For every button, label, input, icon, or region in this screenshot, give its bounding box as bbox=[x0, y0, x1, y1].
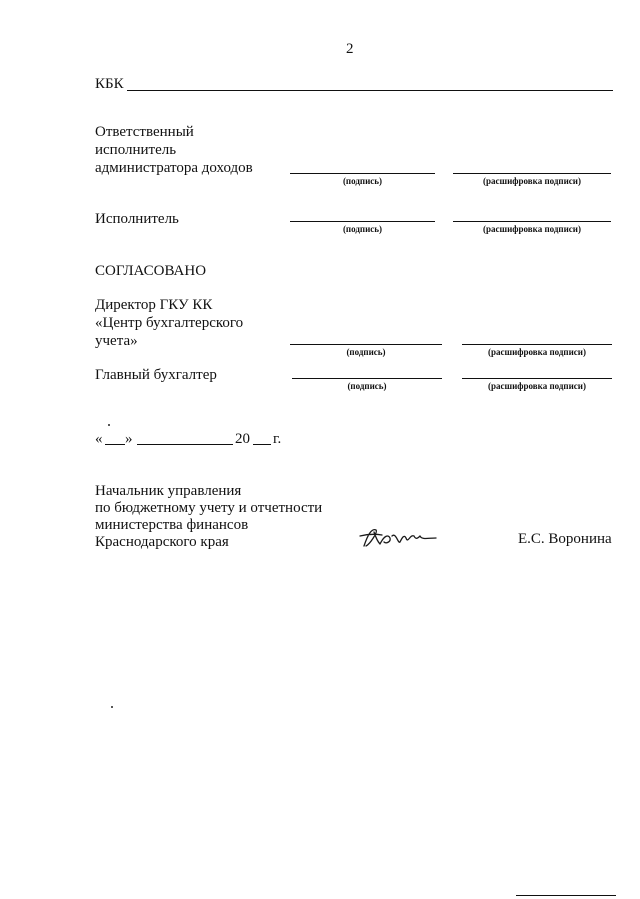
date-year-suffix: г. bbox=[273, 431, 282, 447]
head-title-line-4: Краснодарского края bbox=[95, 534, 229, 550]
responsible-signature-line bbox=[290, 173, 435, 174]
responsible-label-line-3: администратора доходов bbox=[95, 160, 253, 176]
head-title-line-1: Начальник управления bbox=[95, 483, 242, 499]
date-month-line bbox=[137, 444, 233, 445]
executor-decode-line bbox=[453, 221, 611, 222]
chief-accountant-signature-line bbox=[292, 378, 442, 379]
date-open-quote: « bbox=[95, 431, 103, 447]
footer-rule bbox=[516, 895, 616, 896]
chief-accountant-sign-caption: (подпись) bbox=[347, 381, 387, 391]
chief-accountant-label: Главный бухгалтер bbox=[95, 367, 217, 383]
responsible-label-line-1: Ответственный bbox=[95, 124, 194, 140]
director-label-line-1: Директор ГКУ КК bbox=[95, 297, 213, 313]
date-close-quote: » bbox=[125, 431, 133, 447]
scan-speck bbox=[111, 706, 113, 708]
responsible-sign-caption: (подпись) bbox=[342, 176, 383, 186]
director-label-line-2: «Центр бухгалтерского bbox=[95, 315, 244, 331]
chief-accountant-decode-line bbox=[462, 378, 612, 379]
date-day-line bbox=[105, 444, 125, 445]
head-title-line-2: по бюджетному учету и отчетности bbox=[95, 500, 323, 516]
executor-label: Исполнитель bbox=[95, 211, 179, 227]
scan-speck bbox=[108, 424, 110, 426]
director-sign-caption: (подпись) bbox=[346, 347, 386, 357]
responsible-decode-line bbox=[453, 173, 611, 174]
director-signature-line bbox=[290, 344, 442, 345]
executor-sign-caption: (подпись) bbox=[342, 224, 383, 234]
date-year-prefix: 20 bbox=[235, 431, 250, 447]
agreed-heading: СОГЛАСОВАНО bbox=[95, 263, 207, 279]
responsible-decode-caption: (расшифровка подписи) bbox=[483, 176, 581, 186]
kbk-field-line bbox=[127, 90, 613, 91]
director-label-line-3: учета» bbox=[95, 333, 138, 349]
head-title-line-3: министерства финансов bbox=[95, 517, 249, 533]
page-number: 2 bbox=[346, 41, 354, 57]
responsible-label-line-2: исполнитель bbox=[95, 142, 177, 158]
head-name: Е.С. Воронина bbox=[518, 531, 612, 547]
kbk-label: КБК bbox=[95, 76, 124, 92]
director-decode-caption: (расшифровка подписи) bbox=[488, 347, 586, 357]
director-decode-line bbox=[462, 344, 612, 345]
executor-decode-caption: (расшифровка подписи) bbox=[483, 224, 581, 234]
handwritten-signature bbox=[356, 522, 446, 552]
executor-signature-line bbox=[290, 221, 435, 222]
chief-accountant-decode-caption: (расшифровка подписи) bbox=[488, 381, 586, 391]
date-year-line bbox=[253, 444, 271, 445]
